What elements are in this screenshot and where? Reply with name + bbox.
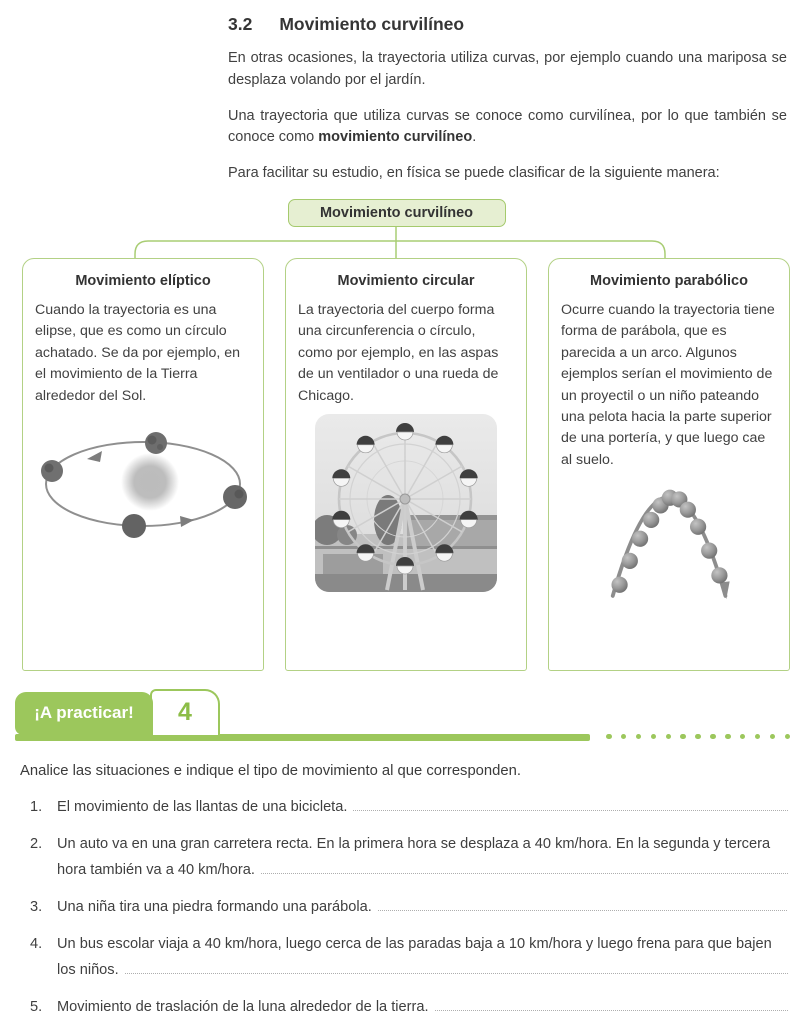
item-text: Una niña tira una piedra formando una parábola. <box>57 898 372 915</box>
branch-parabolic-text: Ocurre cuando la trayectoria tiene forma de parábola, que es parecida a un arco. Algunos ejemplos serían el movimiento de un proyectil o un niño pateando una pelota hacia la parte superior de una portería, y que luego cae al suelo. <box>561 301 775 468</box>
banner-dots <box>606 734 790 740</box>
parabolic-trajectory-diagram <box>587 473 752 601</box>
elliptical-orbit-figure <box>35 407 251 553</box>
answer-blank-line <box>435 999 788 1011</box>
item-number: 2. <box>30 835 43 852</box>
answer-blank-line <box>378 899 788 911</box>
answer-blank-line <box>353 799 788 811</box>
trajectory-balls <box>611 490 727 593</box>
exercise-item-4 <box>30 931 788 983</box>
sun <box>121 453 179 511</box>
planet-left <box>41 460 63 482</box>
practice-banner-label: ¡A practicar! <box>34 703 134 723</box>
item-number: 3. <box>30 898 43 915</box>
branch-parabolic <box>548 258 790 671</box>
item-number: 1. <box>30 798 43 815</box>
bold-term: movimiento curvilíneo <box>318 129 473 146</box>
branch-elliptical-text: Cuando la trayectoria es una elipse, que es como un círculo achatado. Se da por ejemplo, en el movimiento de la Tierra alrededor del Sol. <box>35 301 241 404</box>
branch-circular-title: Movimiento circular <box>337 272 475 289</box>
section-number: 3.2 <box>228 14 253 34</box>
item-text: El movimiento de las llantas de una bicicleta. <box>57 798 348 815</box>
exercise-item-5 <box>30 994 788 1020</box>
elliptical-orbit-diagram <box>39 421 247 553</box>
practice-instruction: Analice las situaciones e indique el tipo de movimiento al que corresponden. <box>20 762 521 779</box>
answer-blank-line <box>261 862 788 874</box>
branch-circular <box>285 258 527 671</box>
paragraph-3: Para facilitar su estudio, en física se puede clasificar de la siguiente manera: <box>228 165 720 182</box>
branch-elliptical-title: Movimiento elíptico <box>75 272 211 289</box>
branch-row <box>22 258 790 671</box>
item-text: Un auto va en una gran carretera recta. En la primera hora se desplaza a 40 km/hora. En la segunda y tercera hora también va a 40 km/hora. <box>57 835 771 878</box>
exercise-item-1 <box>30 794 788 820</box>
branch-elliptical <box>22 258 264 671</box>
section-title <box>228 14 787 35</box>
diagram-root-box: Movimiento curvilíneo <box>288 199 506 227</box>
planet-top <box>145 432 167 454</box>
answer-blank-line <box>125 962 788 974</box>
orbit-arrow-left <box>87 451 102 462</box>
exercise-number: 4 <box>178 698 192 727</box>
exercise-number-tab <box>150 689 220 735</box>
ferris-wheel-figure <box>298 407 514 592</box>
item-text: Un bus escolar viaja a 40 km/hora, luego cerca de las paradas baja a 10 km/hora y luego frena para que bajen los niños. <box>57 935 772 978</box>
paragraph-2: Una trayectoria que utiliza curvas se conoce como curvilínea, por lo que también se conoce como movimiento curvilíneo. <box>228 107 787 146</box>
exercise-list <box>30 794 788 1020</box>
intro-section <box>228 14 787 185</box>
item-number: 4. <box>30 935 43 952</box>
planet-bottom <box>122 514 146 538</box>
diagram-connector-lines <box>0 227 793 258</box>
item-number: 5. <box>30 998 43 1015</box>
branch-circular-text: La trayectoria del cuerpo forma una circunferencia o círculo, como por ejemplo, en las aspas de un ventilador o una rueda de Chicago. <box>298 301 499 404</box>
practice-banner-tab <box>15 692 153 735</box>
exercise-item-3 <box>30 894 788 920</box>
banner-underline <box>15 734 590 741</box>
classification-diagram <box>0 199 793 671</box>
parabolic-trajectory-figure <box>561 471 777 601</box>
branch-parabolic-title: Movimiento parabólico <box>590 272 748 289</box>
ferris-wheel-photo <box>315 414 497 592</box>
planet-right <box>223 485 247 509</box>
paragraph-1: En otras ocasiones, la trayectoria utiliza curvas, por ejemplo cuando una mariposa se desplaza volando por el jardín. <box>228 50 787 88</box>
section-title-text: Movimiento curvilíneo <box>279 14 465 34</box>
practice-banner <box>0 688 793 742</box>
item-text: Movimiento de traslación de la luna alrededor de la tierra. <box>57 998 429 1015</box>
orbit-arrow-right <box>180 516 194 527</box>
practice-section <box>0 688 793 1020</box>
exercise-item-2 <box>30 831 788 883</box>
